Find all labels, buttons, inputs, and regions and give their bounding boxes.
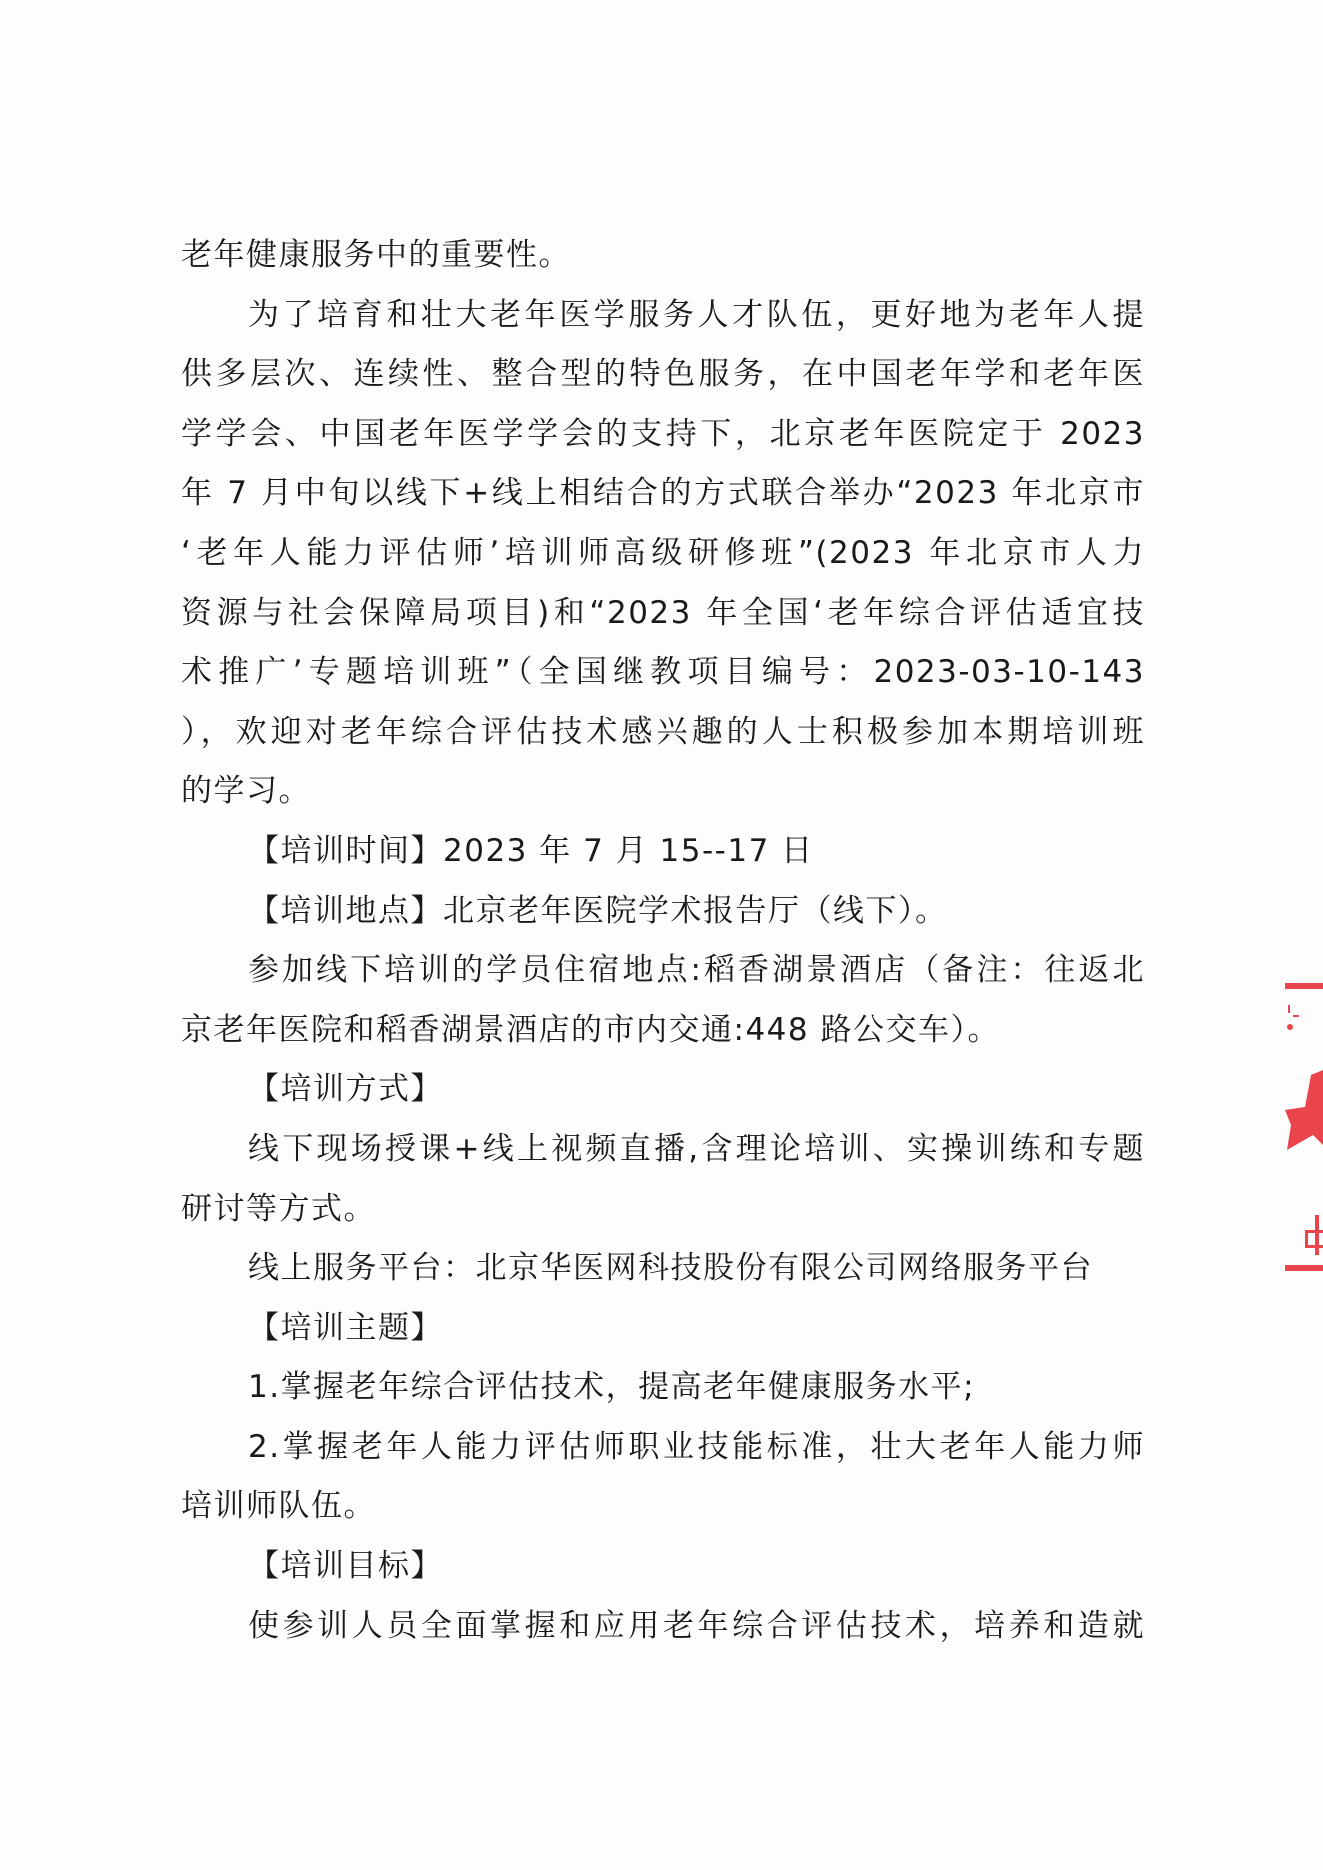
text-line: 线下现场授课+线上视频直播,含理论培训、实操训练和专题 xyxy=(248,1130,1145,1167)
text-line: 为了培育和壮大老年医学服务人才队伍，更好地为老年人提 xyxy=(248,296,1145,333)
text-line: 线上服务平台：北京华医网科技股份有限公司网络服务平台 xyxy=(248,1250,1093,1287)
text-line: 资源与社会保障局项目)和“2023 年全国‘老年综合评估适宜技 xyxy=(181,594,1145,631)
text-line: 学学会、中国老年医学学会的支持下，北京老年医院定于 2023 xyxy=(181,415,1145,452)
training-time: 【培训时间】2023 年 7 月 15--17 日 xyxy=(248,832,814,869)
document-body xyxy=(181,226,1145,1656)
section-heading: 【培训目标】 xyxy=(248,1548,443,1585)
section-heading: 【培训方式】 xyxy=(248,1071,443,1108)
text-line: 1.掌握老年综合评估技术，提高老年健康服务水平; xyxy=(248,1369,976,1406)
text-line: 术推广’专题培训班”（全国继教项目编号：2023-03-10-143 xyxy=(181,654,1145,691)
text-line: 2.掌握老年人能力评估师职业技能标准，壮大老年人能力师 xyxy=(248,1428,1145,1465)
text-line: 京老年医院和稻香湖景酒店的市内交通:448 路公交车）。 xyxy=(181,1011,1000,1048)
text-line: ），欢迎对老年综合评估技术感兴趣的人士积极参加本期培训班 xyxy=(181,713,1145,750)
text-line: 培训师队伍。 xyxy=(181,1488,376,1525)
text-line: 年 7 月中旬以线下+线上相结合的方式联合举办“2023 年北京市 xyxy=(181,475,1145,512)
text-line: 供多层次、连续性、整合型的特色服务，在中国老年学和老年医 xyxy=(181,356,1145,393)
training-location: 【培训地点】北京老年医院学术报告厅（线下）。 xyxy=(248,892,948,929)
red-seal-stamp-icon xyxy=(1283,975,1323,1275)
text-line: 使参训人员全面掌握和应用老年综合评估技术，培养和造就 xyxy=(248,1607,1145,1644)
text-line: 的学习。 xyxy=(181,773,311,810)
section-heading: 【培训主题】 xyxy=(248,1309,443,1346)
text-line: 参加线下培训的学员住宿地点:稻香湖景酒店（备注：往返北 xyxy=(248,952,1145,989)
text-line: 研讨等方式。 xyxy=(181,1190,376,1227)
text-line: ‘老年人能力评估师’培训师高级研修班”(2023 年北京市人力 xyxy=(181,534,1145,571)
text-line: 老年健康服务中的重要性。 xyxy=(181,237,571,273)
